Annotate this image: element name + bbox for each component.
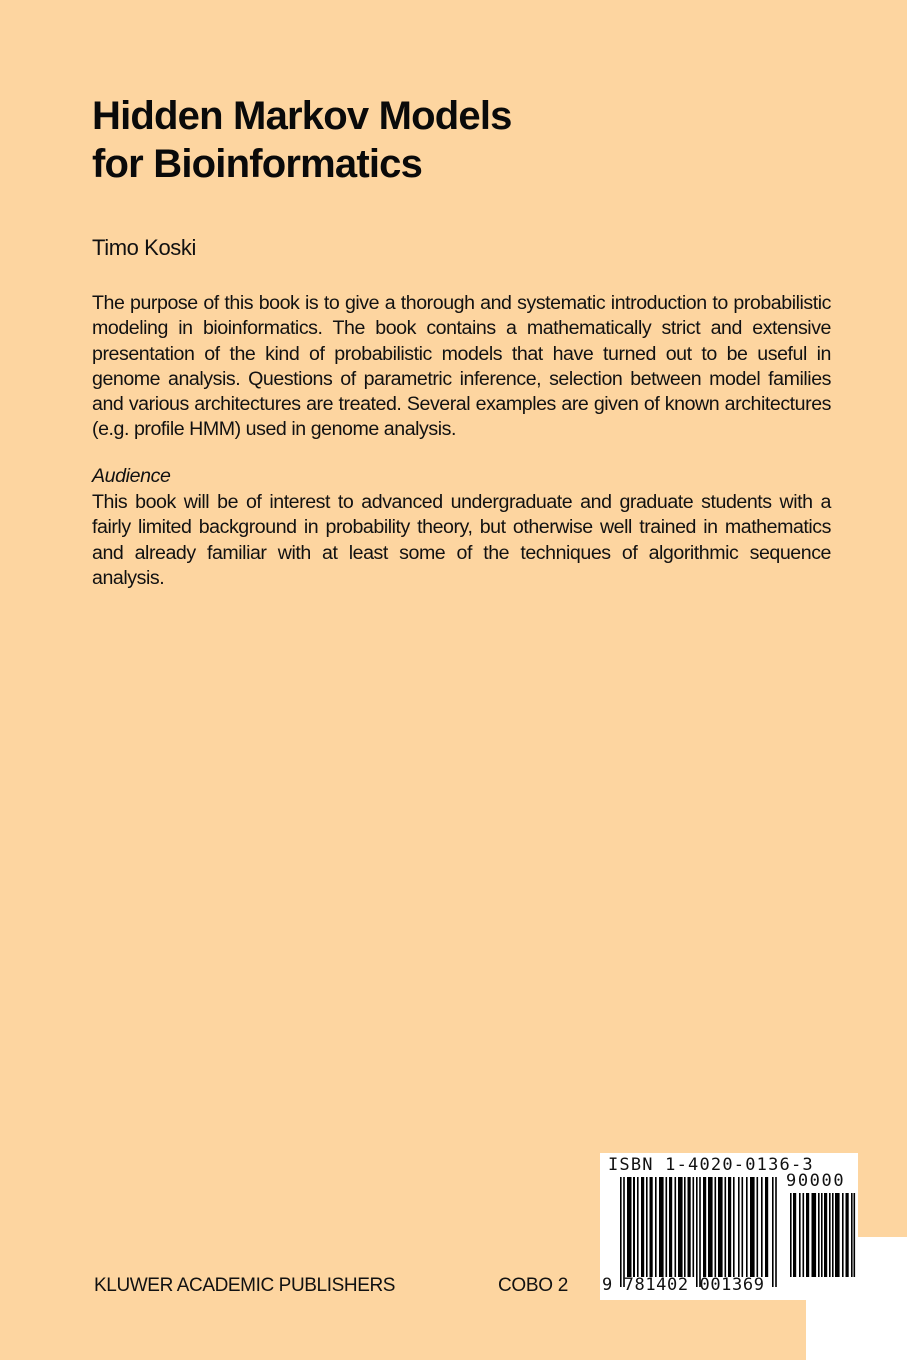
title-line-2: for Bioinformatics <box>92 142 423 186</box>
author-name: Timo Koski <box>92 235 196 260</box>
book-title <box>92 92 512 188</box>
ean13-bars <box>620 1177 778 1287</box>
white-corner-patch-bottom <box>806 1300 907 1360</box>
audience-heading: Audience <box>92 465 171 487</box>
book-description: The purpose of this book is to give a thorough and systematic introduction to probabilistic modeling in bioinformatics. The book contains a mathematically strict and extensive presentation of the kind of probabilistic models that have turned out to be useful in genome analysis. Questions of parametric inference, selection between model families and various architectures are treated. Several examples are given of known architectures (e.g. profile HMM) used in genome analysis. <box>92 292 831 441</box>
addon-bars <box>790 1193 856 1277</box>
price-addon-code: 90000 <box>786 1171 846 1191</box>
audience-description: This book will be of interest to advanced undergraduate and graduate students with a fairly limited background in probability theory, but otherwise well trained in mathematics and already familiar with at least some of the techniques of algorithmic sequence analysis. <box>92 491 831 589</box>
ean13-digits: 9 781402 001369 <box>602 1275 765 1295</box>
series-code: COBO 2 <box>498 1275 568 1296</box>
title-line-1: Hidden Markov Models <box>92 94 512 138</box>
isbn-barcode <box>600 1153 858 1300</box>
isbn-label: ISBN 1-4020-0136-3 <box>608 1155 814 1175</box>
publisher-name: KLUWER ACADEMIC PUBLISHERS <box>94 1275 396 1296</box>
